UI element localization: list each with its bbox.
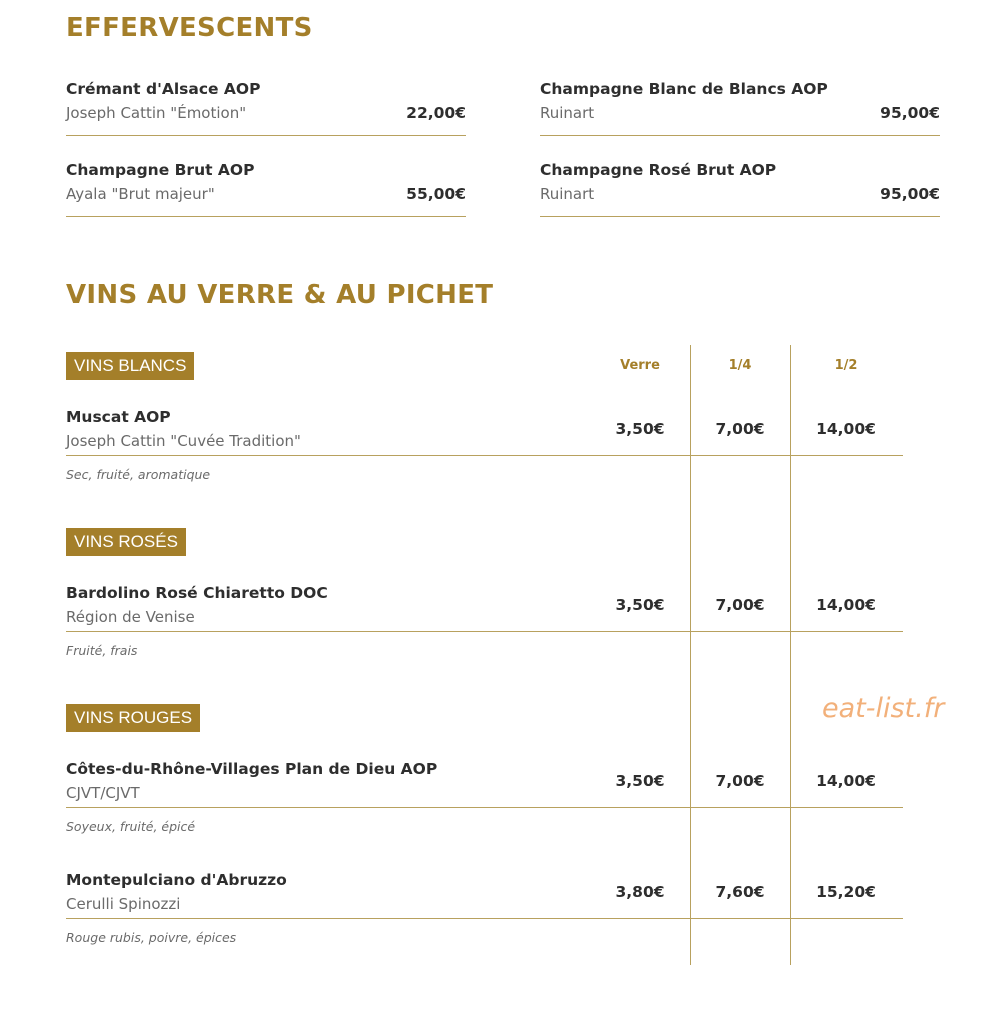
item-producer: Ruinart	[540, 104, 595, 122]
wine-producer: Région de Venise	[66, 608, 195, 626]
price-quart: 7,00€	[715, 596, 765, 614]
divider	[66, 216, 466, 217]
category-badge-vins-roses: VINS ROSÉS	[66, 528, 186, 556]
item-producer: Ayala "Brut majeur"	[66, 185, 215, 203]
divider	[66, 918, 903, 919]
price-quart: 7,60€	[715, 883, 765, 901]
tasting-note: Fruité, frais	[66, 643, 138, 658]
wine-name: Montepulciano d'Abruzzo	[66, 871, 287, 889]
tasting-note: Soyeux, fruité, épicé	[66, 819, 196, 834]
price-quart: 7,00€	[715, 420, 765, 438]
column-header-quart: 1/4	[728, 358, 752, 373]
wine-row	[66, 871, 903, 966]
divider	[66, 631, 903, 632]
wine-producer: Cerulli Spinozzi	[66, 895, 181, 913]
wine-name: Côtes-du-Rhône-Villages Plan de Dieu AOP	[66, 760, 438, 778]
price-verre: 3,50€	[615, 772, 665, 790]
item-price: 55,00€	[406, 185, 466, 203]
divider	[66, 455, 903, 456]
tasting-note: Rouge rubis, poivre, épices	[66, 930, 237, 945]
category-badge-vins-rouges: VINS ROUGES	[66, 704, 200, 732]
price-verre: 3,50€	[615, 596, 665, 614]
wine-row	[66, 408, 903, 503]
column-header-verre: Verre	[620, 358, 660, 373]
item-name: Champagne Blanc de Blancs AOP	[540, 80, 828, 98]
item-name: Crémant d'Alsace AOP	[66, 80, 261, 98]
item-price: 95,00€	[880, 104, 940, 122]
price-demi: 14,00€	[816, 420, 876, 438]
category-badge-vins-blancs: VINS BLANCS	[66, 352, 194, 380]
price-demi: 15,20€	[816, 883, 876, 901]
section-title-effervescents: EFFERVESCENTS	[66, 13, 313, 43]
item-price: 22,00€	[406, 104, 466, 122]
item-producer: Joseph Cattin "Émotion"	[66, 104, 247, 122]
menu-item	[540, 80, 940, 160]
price-demi: 14,00€	[816, 772, 876, 790]
item-producer: Ruinart	[540, 185, 595, 203]
price-quart: 7,00€	[715, 772, 765, 790]
item-name: Champagne Brut AOP	[66, 161, 255, 179]
item-price: 95,00€	[880, 185, 940, 203]
divider	[66, 135, 466, 136]
divider	[540, 216, 940, 217]
section-title-vins: VINS AU VERRE & AU PICHET	[66, 280, 494, 310]
tasting-note: Sec, fruité, aromatique	[66, 467, 211, 482]
divider	[66, 807, 903, 808]
wine-producer: Joseph Cattin "Cuvée Tradition"	[66, 432, 301, 450]
menu-item	[66, 161, 466, 241]
price-verre: 3,50€	[615, 420, 665, 438]
price-verre: 3,80€	[615, 883, 665, 901]
menu-item	[66, 80, 466, 160]
wine-producer: CJVT/CJVT	[66, 784, 140, 802]
column-header-demi: 1/2	[834, 358, 858, 373]
wine-row	[66, 760, 903, 855]
watermark: eat-list.fr	[822, 693, 945, 724]
divider	[540, 135, 940, 136]
wine-name: Muscat AOP	[66, 408, 171, 426]
wine-name: Bardolino Rosé Chiaretto DOC	[66, 584, 328, 602]
menu-item	[540, 161, 940, 241]
wine-row	[66, 584, 903, 679]
item-name: Champagne Rosé Brut AOP	[540, 161, 777, 179]
price-demi: 14,00€	[816, 596, 876, 614]
